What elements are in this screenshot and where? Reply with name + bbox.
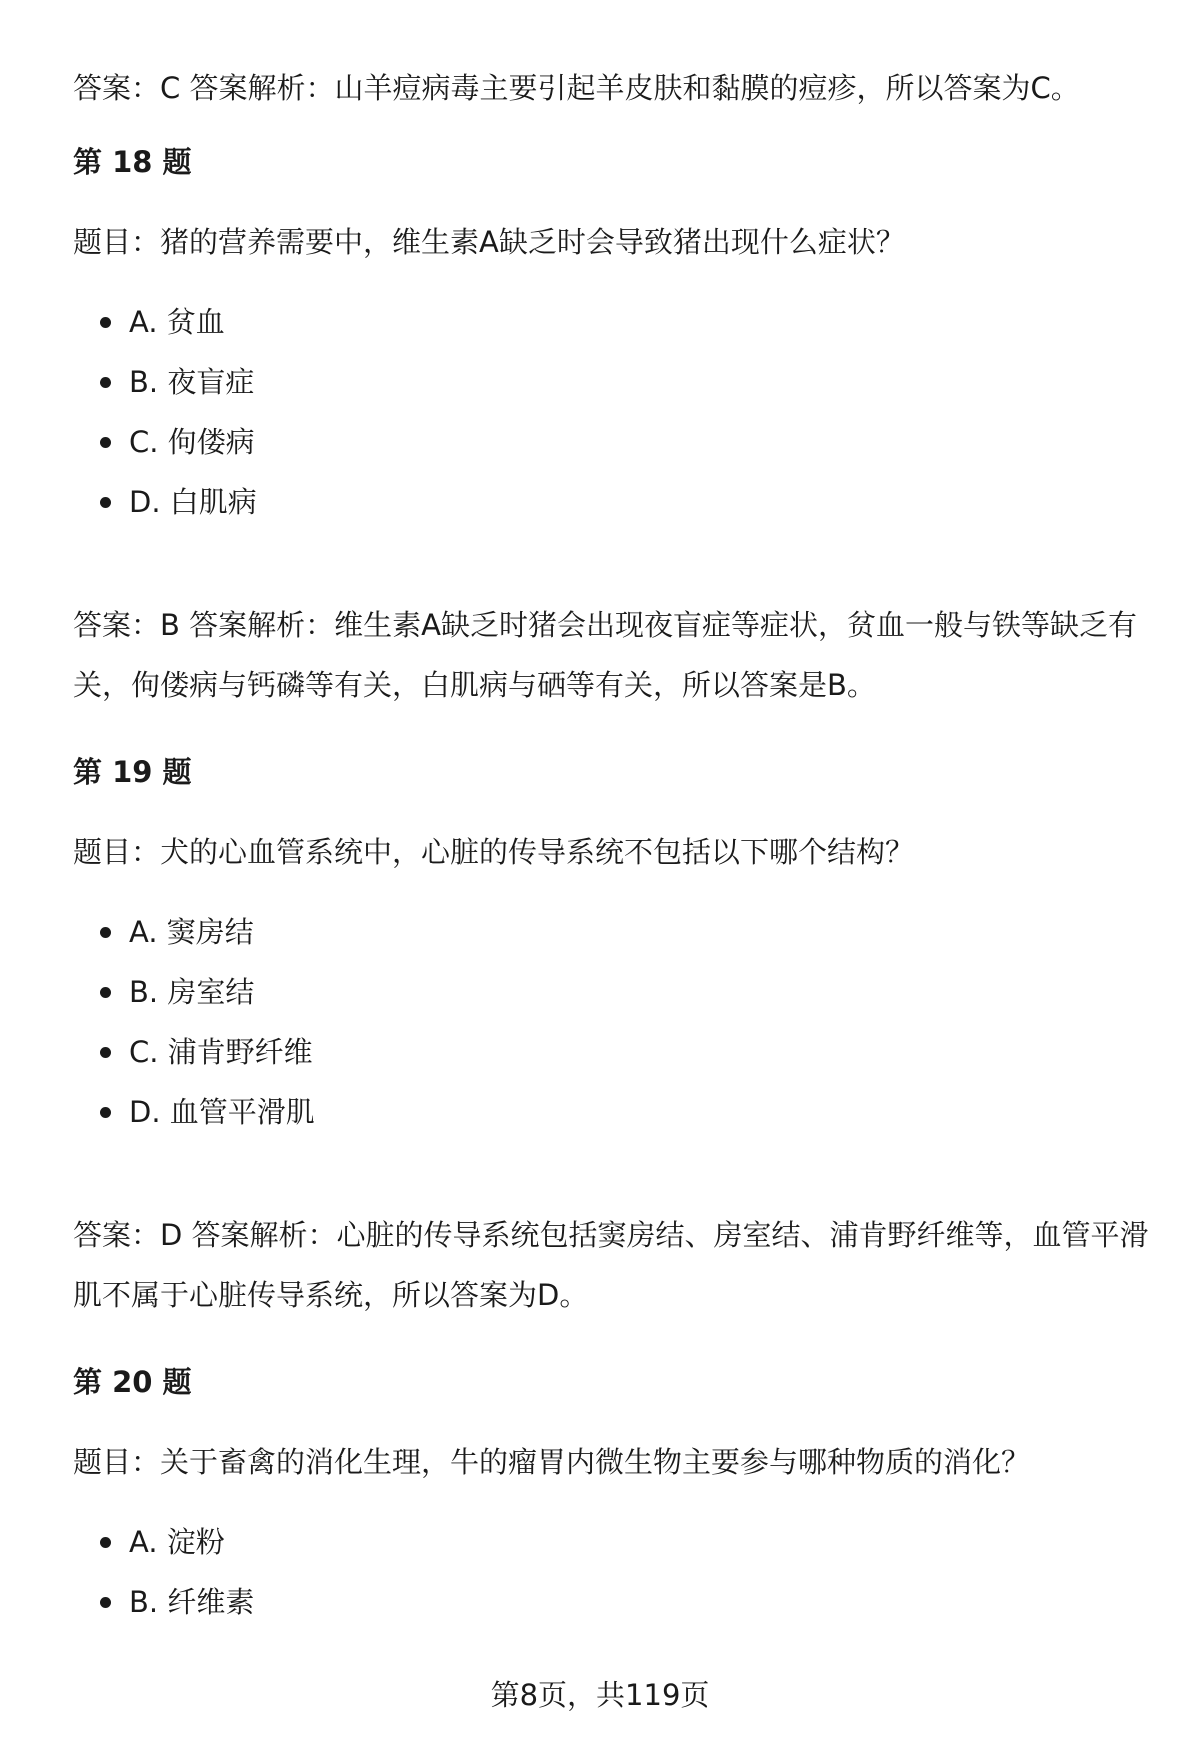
option-label: B. 夜盲症 — [129, 365, 255, 399]
answer-17: 答案：C 答案解析：山羊痘病毒主要引起羊皮肤和黏膜的痘疹，所以答案为C。 — [73, 71, 1080, 105]
bullet-icon — [100, 437, 111, 448]
question-18-heading: 第 18 题 — [73, 145, 192, 179]
option-item — [73, 352, 257, 412]
option-item — [73, 1512, 254, 1572]
option-item — [73, 1082, 315, 1142]
bullet-icon — [100, 497, 111, 508]
question-20-options — [73, 1512, 254, 1632]
question-19-text: 题目：犬的心血管系统中，心脏的传导系统不包括以下哪个结构？ — [73, 835, 915, 869]
option-item — [73, 412, 257, 472]
bullet-icon — [100, 317, 111, 328]
bullet-icon — [100, 1537, 111, 1548]
question-19-heading: 第 19 题 — [73, 755, 192, 789]
option-item — [73, 472, 257, 532]
option-item — [73, 292, 257, 352]
bullet-icon — [100, 1107, 111, 1118]
question-18-options — [73, 292, 257, 532]
answer-18: 答案：B 答案解析：维生素A缺乏时猪会出现夜盲症等症状，贫血一般与铁等缺乏有关，佝偻病与钙磷等有关，白肌病与硒等有关，所以答案是B。 — [73, 608, 1137, 702]
option-item — [73, 962, 315, 1022]
option-label: C. 佝偻病 — [129, 425, 255, 459]
question-20-text: 题目：关于畜禽的消化生理，牛的瘤胃内微生物主要参与哪种物质的消化？ — [73, 1445, 1031, 1479]
bullet-icon — [100, 987, 111, 998]
option-label: B. 房室结 — [129, 975, 255, 1009]
option-label: C. 浦肯野纤维 — [129, 1035, 313, 1069]
option-item — [73, 902, 315, 962]
option-label: D. 血管平滑肌 — [129, 1095, 315, 1129]
bullet-icon — [100, 927, 111, 938]
bullet-icon — [100, 1597, 111, 1608]
option-label: A. 贫血 — [129, 305, 225, 339]
option-label: A. 窦房结 — [129, 915, 254, 949]
question-19-options — [73, 902, 315, 1142]
question-20-heading: 第 20 题 — [73, 1365, 192, 1399]
page-number-footer: 第8页，共119页 — [490, 1678, 710, 1712]
question-18-text: 题目：猪的营养需要中，维生素A缺乏时会导致猪出现什么症状？ — [73, 225, 905, 259]
option-item — [73, 1022, 315, 1082]
option-label: A. 淀粉 — [129, 1525, 225, 1559]
bullet-icon — [100, 1047, 111, 1058]
option-label: B. 纤维素 — [129, 1585, 255, 1619]
option-item — [73, 1572, 254, 1632]
option-label: D. 白肌病 — [129, 485, 257, 519]
bullet-icon — [100, 377, 111, 388]
answer-19: 答案：D 答案解析：心脏的传导系统包括窦房结、房室结、浦肯野纤维等，血管平滑肌不属于心脏传导系统，所以答案为D。 — [73, 1218, 1149, 1312]
